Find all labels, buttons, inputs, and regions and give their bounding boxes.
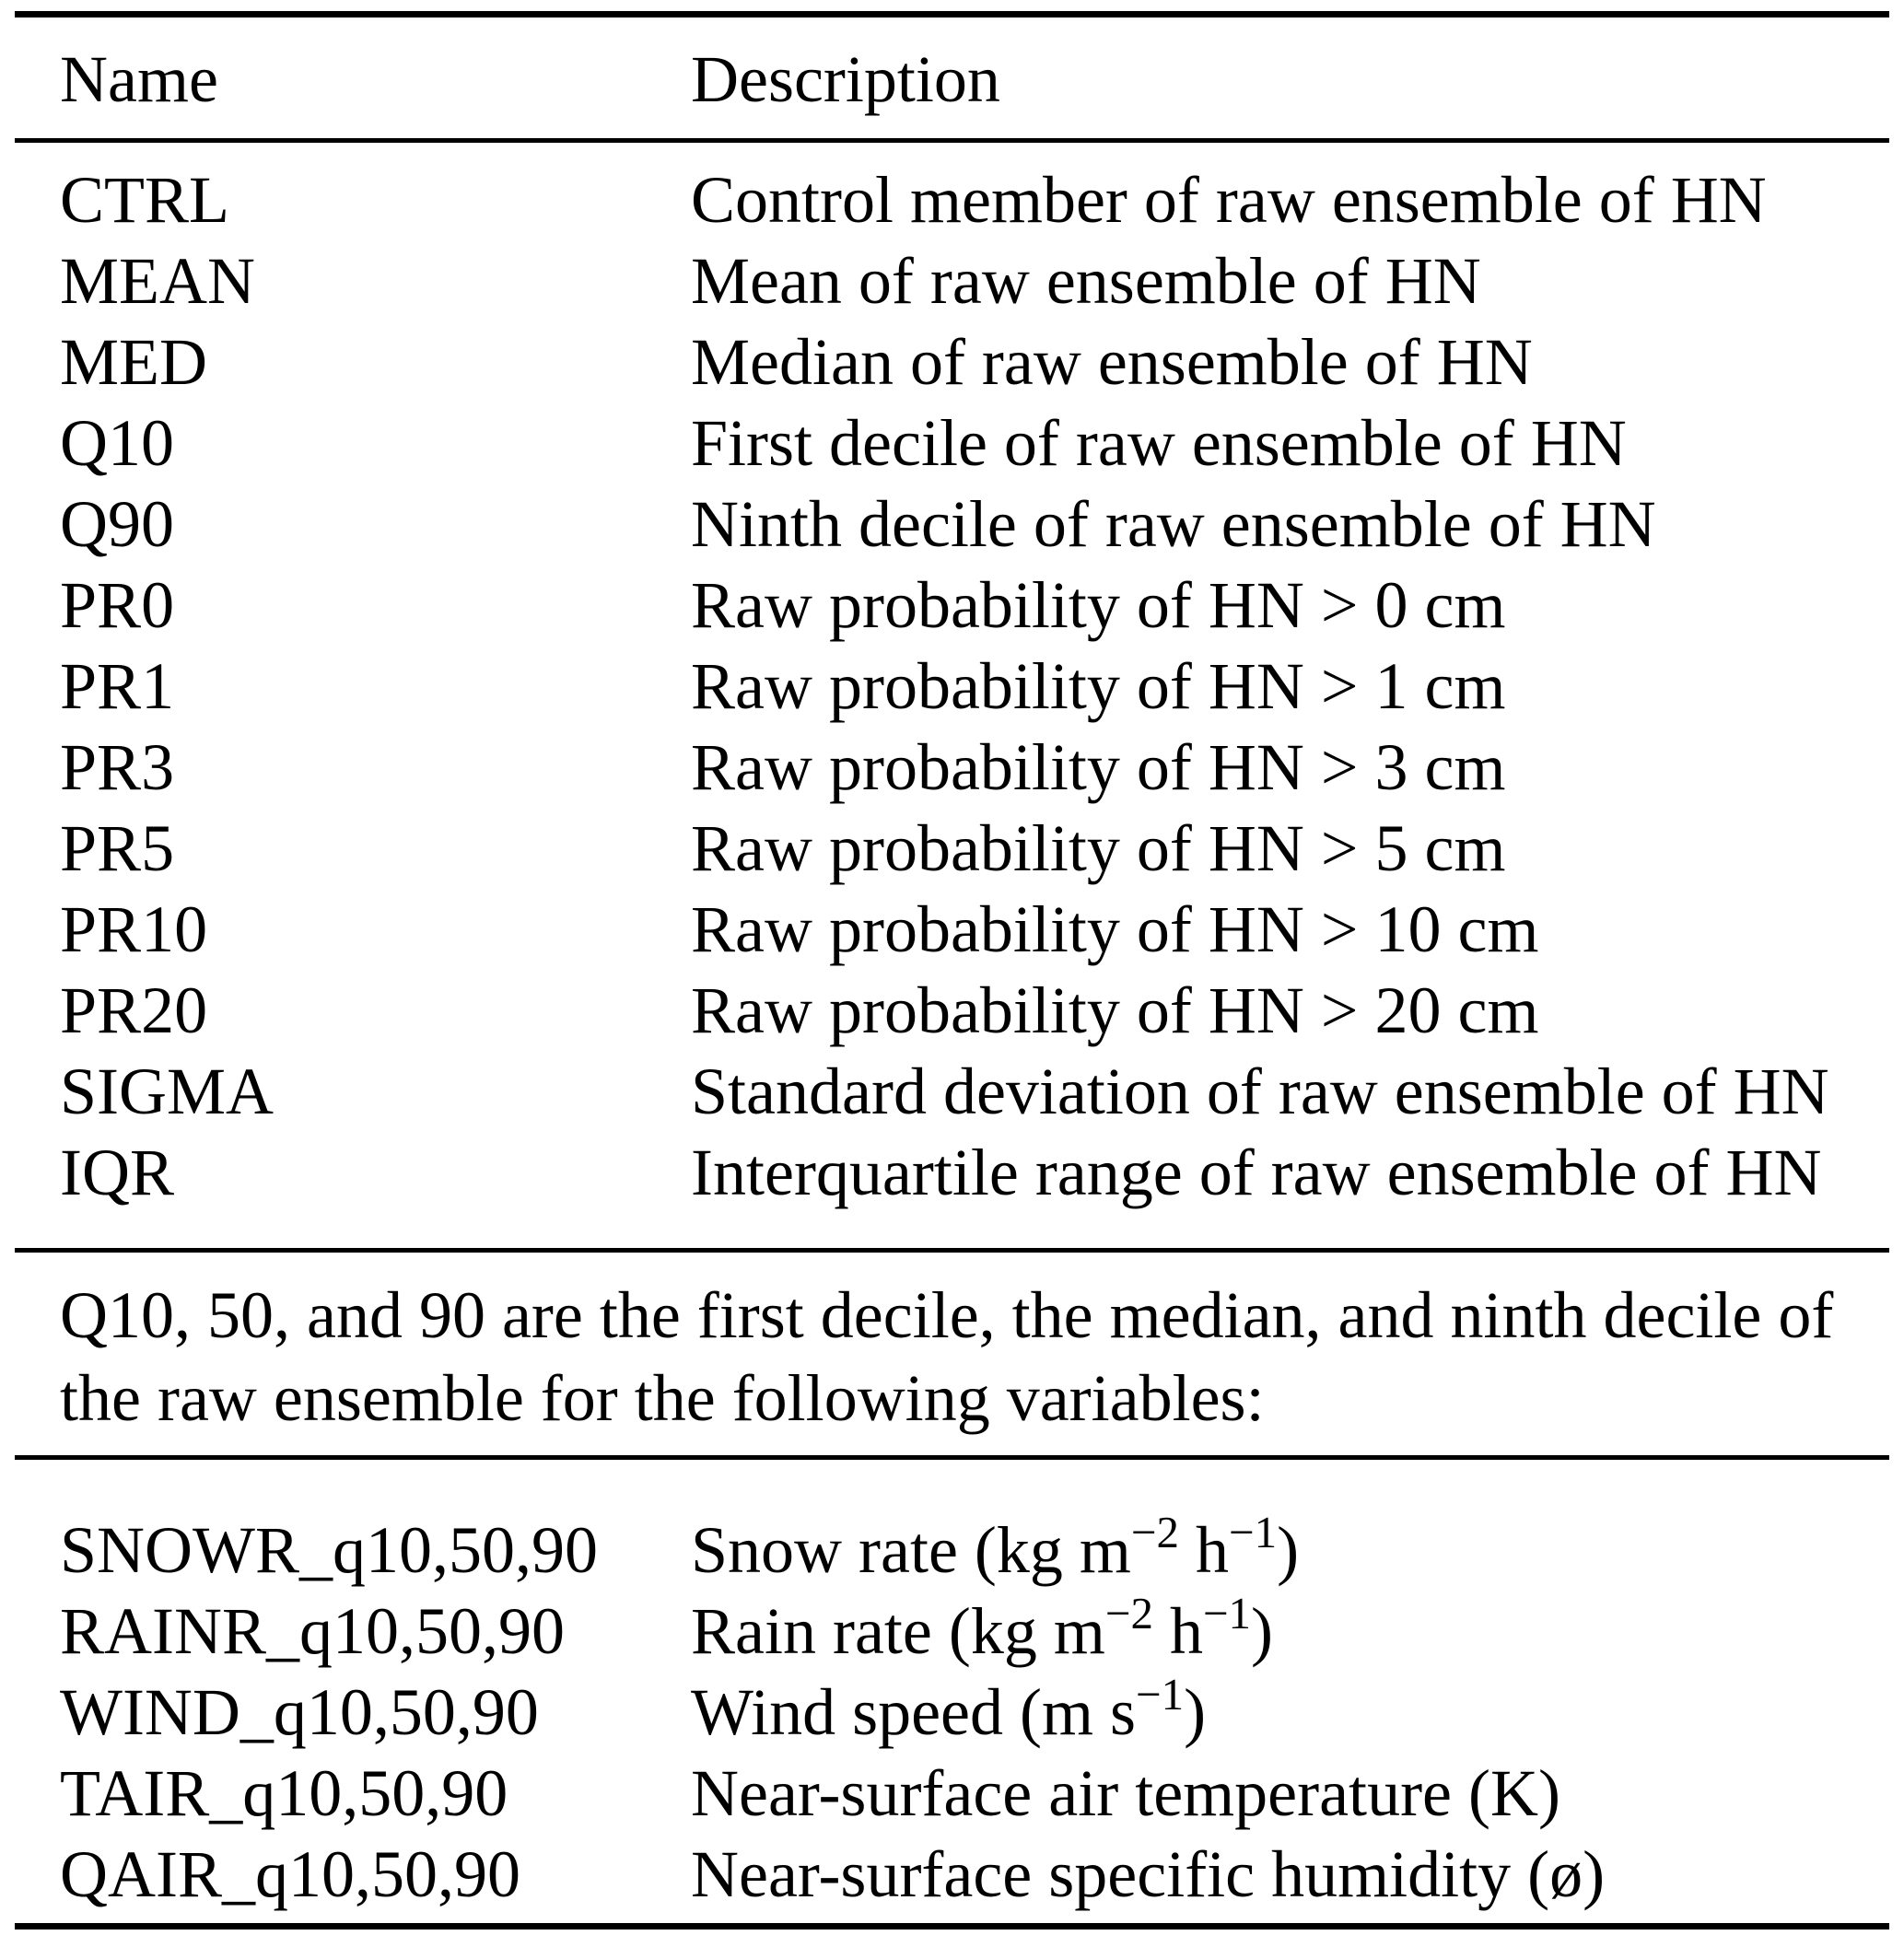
unit-exponent: −1 (1136, 1669, 1185, 1720)
variable-name: QAIR_q10,50,90 (60, 1837, 520, 1911)
unit-text: ) (1277, 1513, 1300, 1587)
stat-row (0, 321, 1904, 402)
variable-row (0, 1753, 1904, 1834)
variable-description (691, 1834, 1904, 1915)
unit-text: Wind speed (m s (691, 1675, 1137, 1749)
unit-text: h (1152, 1594, 1203, 1668)
unit-text: Snow rate (kg m (691, 1513, 1131, 1587)
stat-row (0, 402, 1904, 484)
variable-name: RAINR_q10,50,90 (60, 1594, 566, 1668)
stat-description: Interquartile range of raw ensemble of HN (691, 1136, 1822, 1209)
variable-name: WIND_q10,50,90 (60, 1675, 539, 1749)
stat-description: Raw probability of HN > 10 cm (691, 892, 1539, 966)
stat-description: Raw probability of HN > 20 cm (691, 974, 1539, 1047)
statistics-section (0, 159, 1904, 1213)
bottom-rule (15, 1923, 1889, 1930)
stat-description: Raw probability of HN > 5 cm (691, 811, 1506, 885)
stat-description: Standard deviation of raw ensemble of HN (691, 1055, 1829, 1128)
column-header-name: Name (60, 42, 218, 116)
stat-name: Q90 (60, 487, 174, 561)
stat-name: PR10 (60, 892, 208, 966)
unit-exponent: −1 (1202, 1588, 1252, 1639)
variable-row (0, 1669, 1904, 1753)
section-divider-rule (15, 1248, 1889, 1253)
variable-name: TAIR_q10,50,90 (60, 1756, 508, 1830)
stat-description: Ninth decile of raw ensemble of HN (691, 487, 1656, 561)
table-header-row (0, 39, 1904, 120)
unit-text: Near-surface air temperature (K) (691, 1756, 1560, 1830)
stat-row (0, 484, 1904, 565)
stat-row (0, 646, 1904, 727)
variable-row (0, 1507, 1904, 1591)
stat-description: Raw probability of HN > 1 cm (691, 649, 1506, 723)
stat-row (0, 565, 1904, 646)
stat-description: Control member of raw ensemble of HN (691, 163, 1767, 237)
stat-description: Raw probability of HN > 0 cm (691, 568, 1506, 642)
unit-exponent: −2 (1104, 1588, 1153, 1639)
variable-description (691, 1588, 1904, 1672)
stat-description: Median of raw ensemble of HN (691, 325, 1533, 399)
variable-description (691, 1507, 1904, 1591)
stat-name: SIGMA (60, 1055, 275, 1128)
header-rule (15, 138, 1889, 143)
unit-exponent: −2 (1130, 1507, 1180, 1558)
stat-row (0, 159, 1904, 240)
unit-exponent: −1 (1229, 1507, 1278, 1558)
stat-name: MEAN (60, 244, 255, 318)
stat-row (0, 1132, 1904, 1213)
column-header-description: Description (691, 42, 1000, 116)
stat-name: MED (60, 325, 207, 399)
stat-row (0, 1051, 1904, 1132)
stat-name: PR3 (60, 730, 175, 804)
stat-row (0, 970, 1904, 1051)
table-note: Q10, 50, and 90 are the first decile, the median, and ninth decile of the raw ensemble for the following variables: (60, 1278, 1834, 1435)
stat-description: Raw probability of HN > 3 cm (691, 730, 1506, 804)
stat-name: PR1 (60, 649, 175, 723)
unit-text: ) (1184, 1675, 1207, 1749)
unit-text: h (1179, 1513, 1230, 1587)
variable-description (691, 1669, 1904, 1753)
unit-text: ) (1251, 1594, 1274, 1668)
top-rule (15, 11, 1889, 17)
stat-name: PR5 (60, 811, 175, 885)
variable-description (691, 1753, 1904, 1834)
stat-row (0, 240, 1904, 321)
stat-description: First decile of raw ensemble of HN (691, 406, 1627, 480)
stat-row (0, 889, 1904, 970)
stat-name: CTRL (60, 163, 230, 237)
stat-row (0, 727, 1904, 808)
stat-description: Mean of raw ensemble of HN (691, 244, 1481, 318)
stat-name: PR20 (60, 974, 208, 1047)
section-divider-rule (15, 1455, 1889, 1460)
stat-row (0, 808, 1904, 889)
variable-row (0, 1588, 1904, 1672)
unit-text: Near-surface specific humidity (ø) (691, 1837, 1606, 1911)
stat-name: IQR (60, 1136, 174, 1209)
variables-section (0, 1507, 1904, 1915)
stat-name: Q10 (60, 406, 174, 480)
variable-name: SNOWR_q10,50,90 (60, 1513, 599, 1587)
unit-text: Rain rate (kg m (691, 1594, 1105, 1668)
stat-name: PR0 (60, 568, 175, 642)
variable-row (0, 1834, 1904, 1915)
